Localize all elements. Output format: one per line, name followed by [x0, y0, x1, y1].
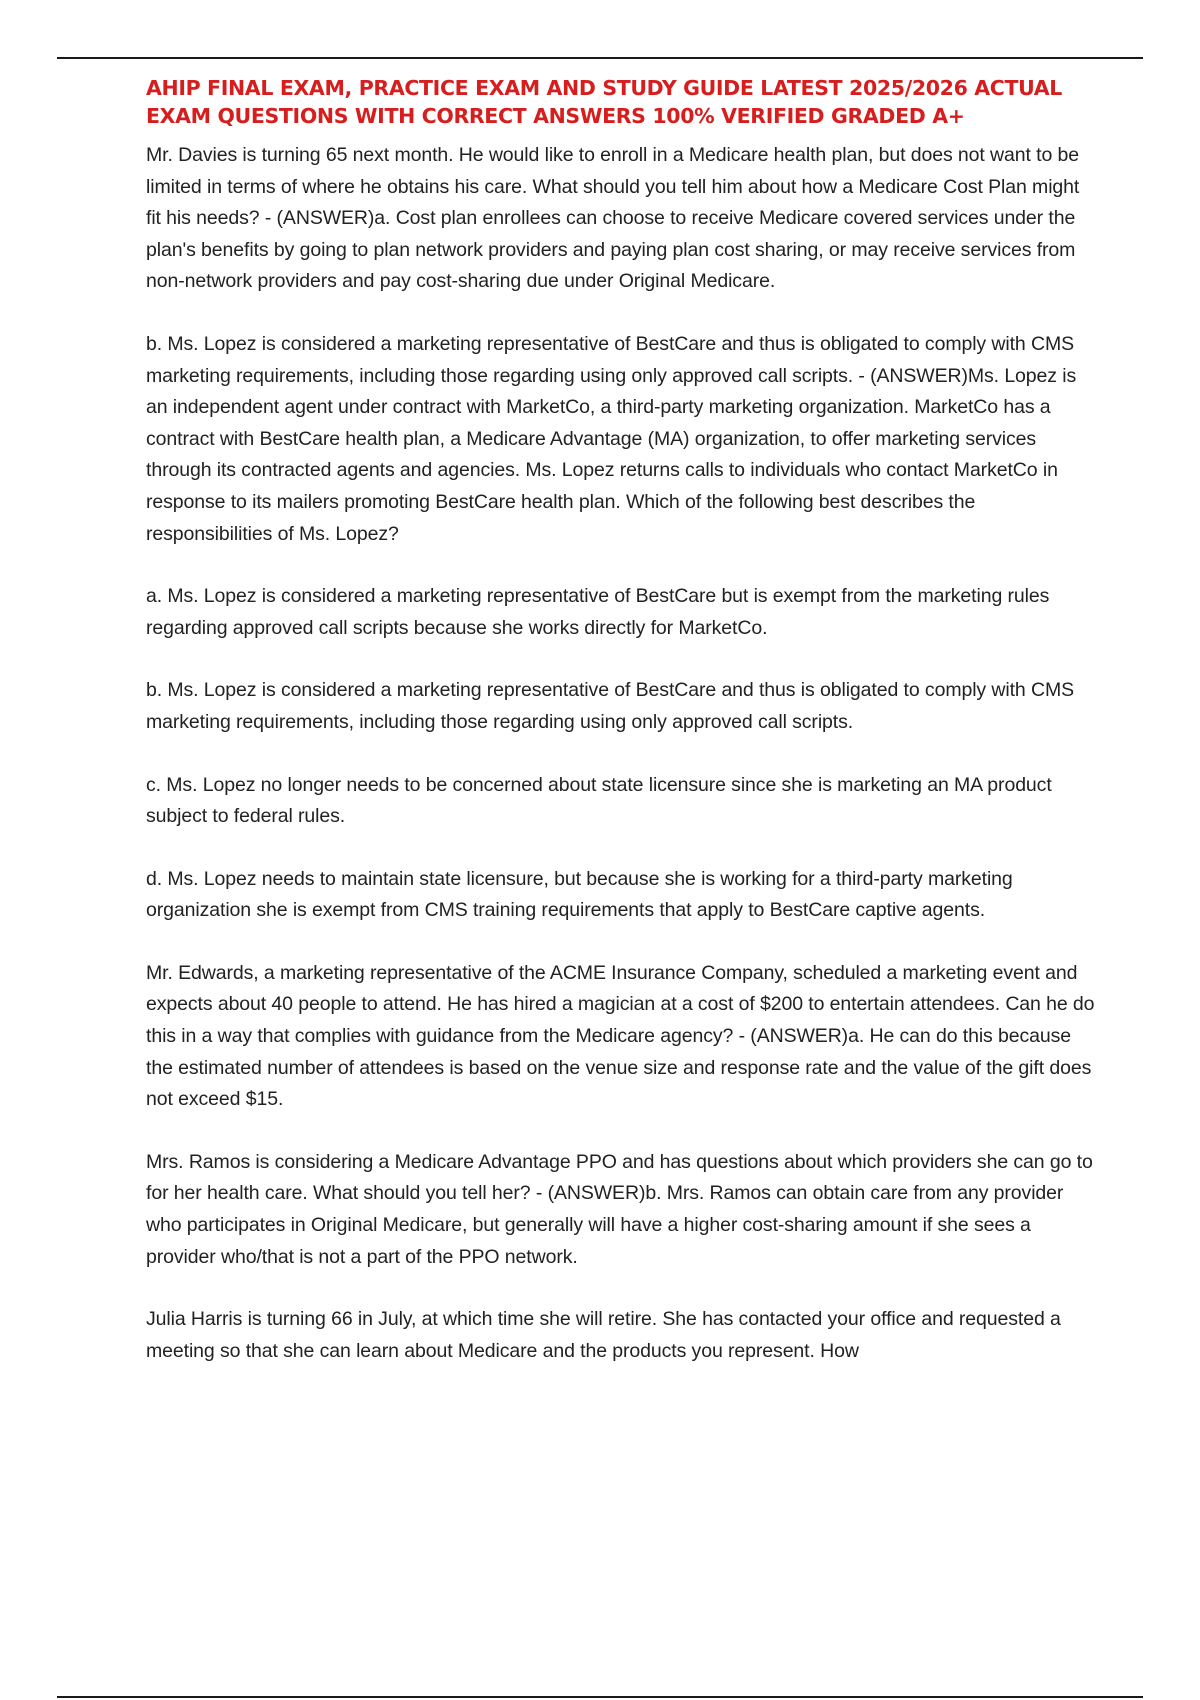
paragraph-davies-question: Mr. Davies is turning 65 next month. He would like to enroll in a Medicare health plan, but does not want to be limited in terms of where he obtains his care. What should you tell him about how a Medicare Cost Plan might fit his needs? - (ANSWER)a. Cost plan enrollees can choose to receive Medicare covered services under the plan's benefits by going to plan network providers and paying plan cost sharing, or may receive services from non-network providers and pay cost-sharing due under Original Medicare. [146, 144, 1080, 293]
bottom-rule [57, 1696, 1143, 1698]
top-rule [57, 57, 1143, 59]
paragraph-harris-question: Julia Harris is turning 66 in July, at which time she will retire. She has contacted your office and requested a meeting so that she can learn about Medicare and the products you represent. How [146, 1308, 1061, 1362]
paragraph-ramos-question: Mrs. Ramos is considering a Medicare Advantage PPO and has questions about which providers she can go to for her health care. What should you tell her? - (ANSWER)b. Mrs. Ramos can obtain care from any provider who participates in Original Medicare, but generally will have a higher cost-sharing amount if she sees a provider who/that is not a part of the PPO network. [146, 1150, 1093, 1268]
paragraph-edwards-question: Mr. Edwards, a marketing representative of the ACME Insurance Company, scheduled a marketing event and expects about 40 people to attend. He has hired a magician at a cost of $200 to entertain attendees. Can he do this in a way that complies with guidance from the Medicare agency? - (ANSWER)a. He can do this because the estimated number of attendees is based on the venue size and response rate and the value of the gift does not exceed $15. [146, 961, 1095, 1111]
paragraph-lopez-option-c: c. Ms. Lopez no longer needs to be concerned about state licensure since she is marketing an MA product subject to federal rules. [146, 773, 1052, 828]
document-title: AHIP FINAL EXAM, PRACTICE EXAM AND STUDY GUIDE LATEST 2025/2026 ACTUAL EXAM QUESTIONS WITH CORRECT ANSWERS 100% VERIFIED GRADED A+ [146, 76, 1063, 128]
paragraph-lopez-question: b. Ms. Lopez is considered a marketing representative of BestCare and thus is obligated to comply with CMS marketing requirements, including those regarding using only approved call scripts. - (ANSWER)Ms. Lopez is an independent agent under contract with MarketCo, a third-party marketing organization. MarketCo has a contract with BestCare health plan, a Medicare Advantage (MA) organization, to offer marketing services through its contracted agents and agencies. Ms. Lopez returns calls to individuals who contact MarketCo in response to its mailers promoting BestCare health plan. Which of the following best describes the responsibilities of Ms. Lopez? [146, 332, 1077, 545]
page-content [146, 74, 1096, 1398]
paragraph-lopez-option-d: d. Ms. Lopez needs to maintain state licensure, but because she is working for a third-party marketing organization she is exempt from CMS training requirements that apply to BestCare captive agents. [146, 867, 1013, 922]
paragraph-lopez-option-b: b. Ms. Lopez is considered a marketing representative of BestCare and thus is obligated to comply with CMS marketing requirements, including those regarding using only approved call scripts. [146, 679, 1075, 733]
paragraph-lopez-option-a: a. Ms. Lopez is considered a marketing representative of BestCare but is exempt from the marketing rules regarding approved call scripts because she works directly for MarketCo. [146, 585, 1050, 639]
